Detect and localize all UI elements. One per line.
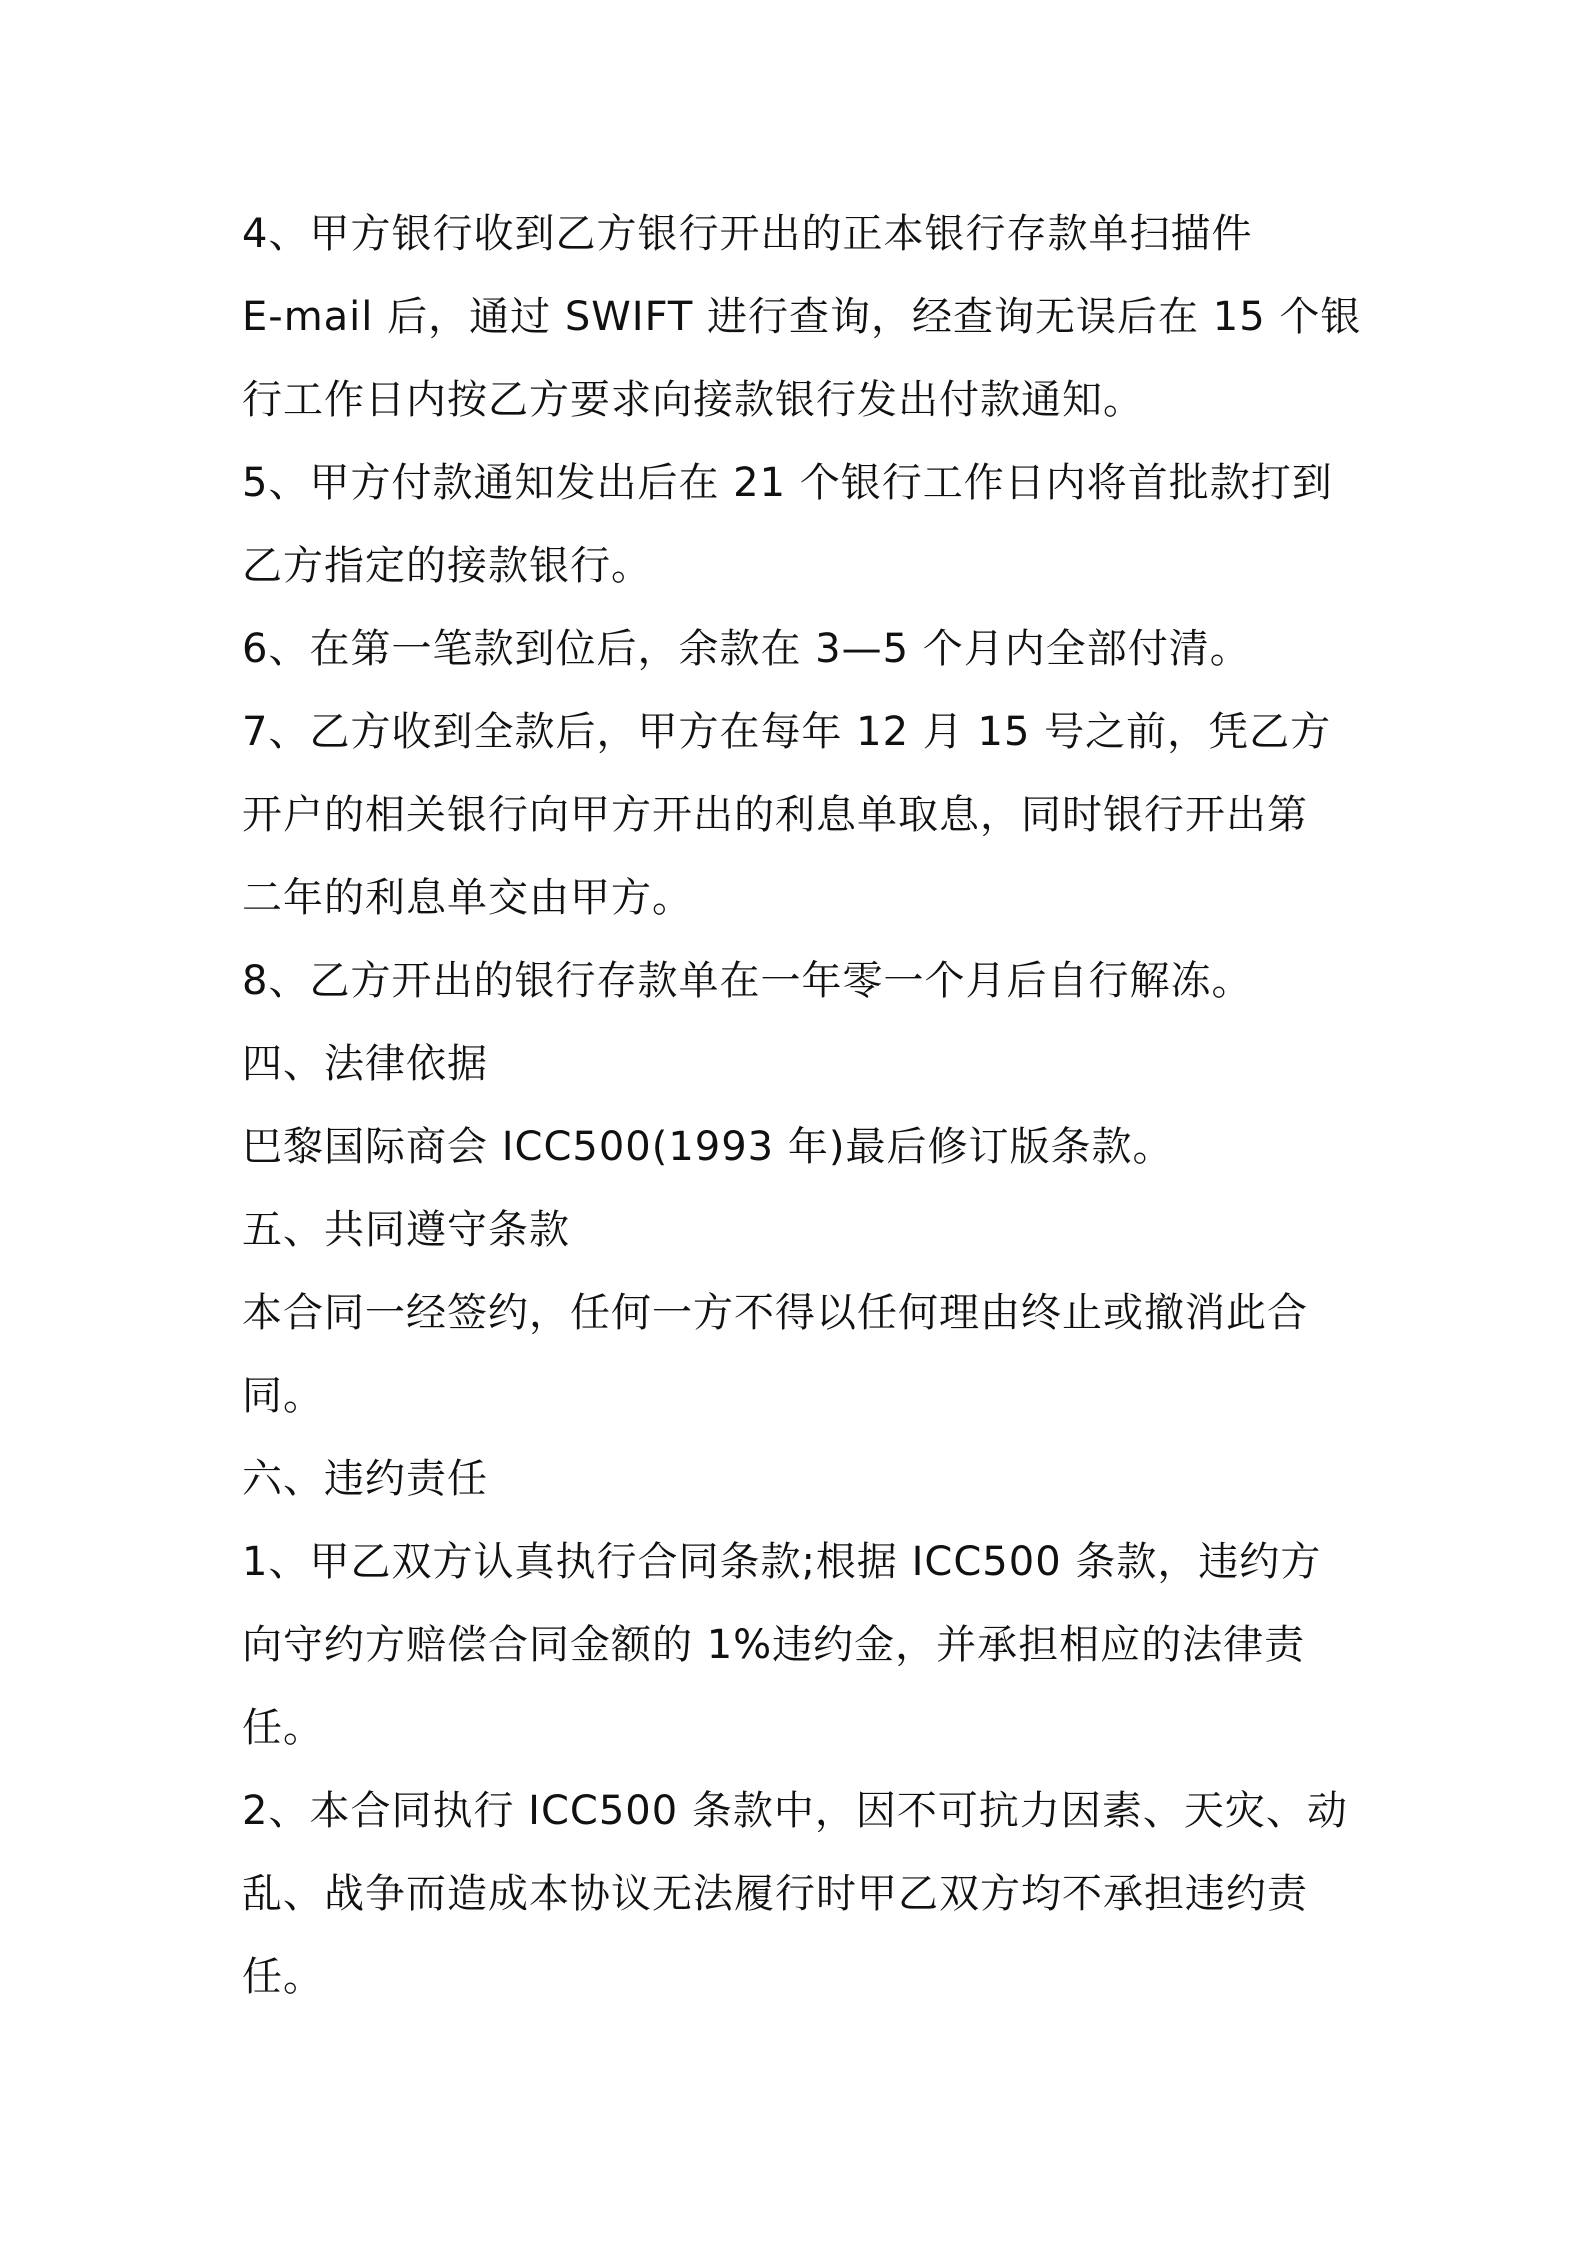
text-line: 2、本合同执行 ICC500 条款中，因不可抗力因素、天灾、动 bbox=[242, 1788, 1348, 1834]
text-line: 开户的相关银行向甲方开出的利息单取息，同时银行开出第 bbox=[242, 792, 1308, 838]
section-heading: 六、违约责任 bbox=[242, 1456, 488, 1502]
text-line: 任。 bbox=[242, 1954, 324, 2000]
text-line: 6、在第一笔款到位后，余款在 3—5 个月内全部付清。 bbox=[242, 626, 1251, 672]
text-line: 8、乙方开出的银行存款单在一年零一个月后自行解冻。 bbox=[242, 958, 1253, 1004]
text-line: 乱、战争而造成本协议无法履行时甲乙双方均不承担违约责 bbox=[242, 1871, 1308, 1917]
text-line: 同。 bbox=[242, 1373, 324, 1419]
text-line: 7、乙方收到全款后，甲方在每年 12 月 15 号之前，凭乙方 bbox=[242, 709, 1332, 755]
text-line: 本合同一经签约，任何一方不得以任何理由终止或撤消此合 bbox=[242, 1290, 1308, 1336]
section-heading: 四、法律依据 bbox=[242, 1041, 488, 1087]
text-line: 二年的利息单交由甲方。 bbox=[242, 875, 693, 921]
text-line: 巴黎国际商会 ICC500(1993 年)最后修订版条款。 bbox=[242, 1124, 1174, 1170]
text-line: 4、甲方银行收到乙方银行开出的正本银行存款单扫描件 bbox=[242, 211, 1253, 257]
text-line: 乙方指定的接款银行。 bbox=[242, 543, 652, 589]
document-body bbox=[242, 193, 1362, 2019]
text-line: 5、甲方付款通知发出后在 21 个银行工作日内将首批款打到 bbox=[242, 460, 1333, 506]
text-line: 1、甲乙双方认真执行合同条款;根据 ICC500 条款，违约方 bbox=[242, 1539, 1322, 1585]
section-heading: 五、共同遵守条款 bbox=[242, 1207, 570, 1253]
text-line: 任。 bbox=[242, 1705, 324, 1751]
text-line: 行工作日内按乙方要求向接款银行发出付款通知。 bbox=[242, 377, 1144, 423]
text-line: 向守约方赔偿合同金额的 1%违约金，并承担相应的法律责 bbox=[242, 1622, 1306, 1668]
text-line: E-mail 后，通过 SWIFT 进行查询，经查询无误后在 15 个银 bbox=[242, 294, 1362, 340]
